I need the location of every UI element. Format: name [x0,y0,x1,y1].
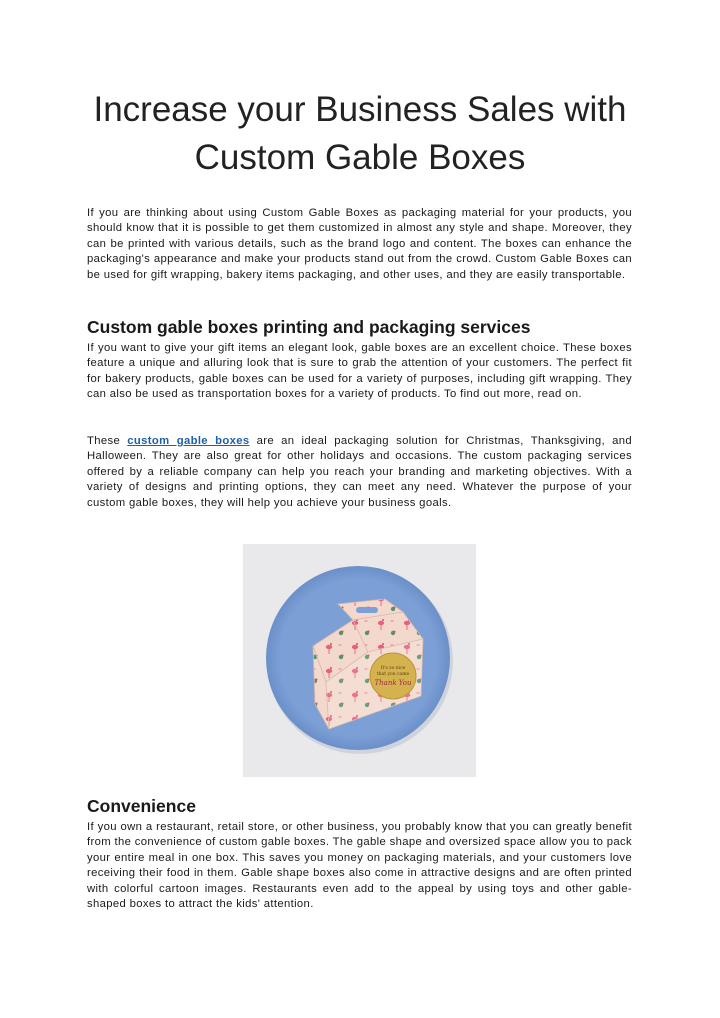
convenience-paragraph: If you own a restaurant, retail store, or other business, you probably know that you can greatly benefit from the convenience of custom gable boxes. The gable shape and oversized space allow you to pack your entire meal in one box. This saves you money on packaging materials, and your customers love receiving their food in them. Gable shape boxes also come in attractive designs and are often printed with colorful cartoon images. Restaurants even add to the appeal by using toys and other gable-shaped boxes to attract the kids' attention. [87,821,632,911]
page-title [60,86,660,182]
custom-gable-boxes-link[interactable]: custom gable boxes [127,435,250,447]
svg-text:It's so nice: It's so nice [380,666,406,671]
title-line-2: Custom Gable Boxes [194,138,526,177]
svg-text:Thank You: Thank You [374,679,412,687]
section-heading-convenience: Convenience [87,796,196,816]
title-line-1: Increase your Business Sales with [93,90,627,129]
para2-text-after: are an ideal packaging solution for Christmas, Thanksgiving, and Halloween. They are also great for other holidays and occasions. The custom packaging services offered by a reliable company can help you reach your branding and marketing objectives. With a variety of designs and printing options, they can meet any need. Whatever the purpose of your custom gable boxes, they will help you achieve your business goals. [87,435,632,509]
product-image [243,544,476,777]
gable-box-illustration [243,544,476,777]
section-heading-printing: Custom gable boxes printing and packaging services [87,317,531,337]
section1-paragraph-2 [87,434,632,511]
section1-paragraph-1: If you want to give your gift items an elegant look, gable boxes are an excellent choice. These boxes feature a unique and alluring look that is sure to grab the attention of your customers. The perfect fit for bakery products, gable boxes can be used for a variety of purposes, including gift wrapping. They can also be used as transportation boxes for a variety of products. To find out more, read on. [87,342,632,401]
para2-text-before: These [87,435,128,447]
intro-paragraph: If you are thinking about using Custom Gable Boxes as packaging material for your products, you should know that it is possible to get them customized in almost any style and shape. Moreover, they can be printed with various details, such as the brand logo and content. The boxes can enhance the packaging's appearance and make your products stand out from the crowd. Custom Gable Boxes can be used for gift wrapping, bakery items packaging, and other uses, and they are easily transportable. [87,207,632,281]
svg-text:that you came: that you came [376,672,410,677]
